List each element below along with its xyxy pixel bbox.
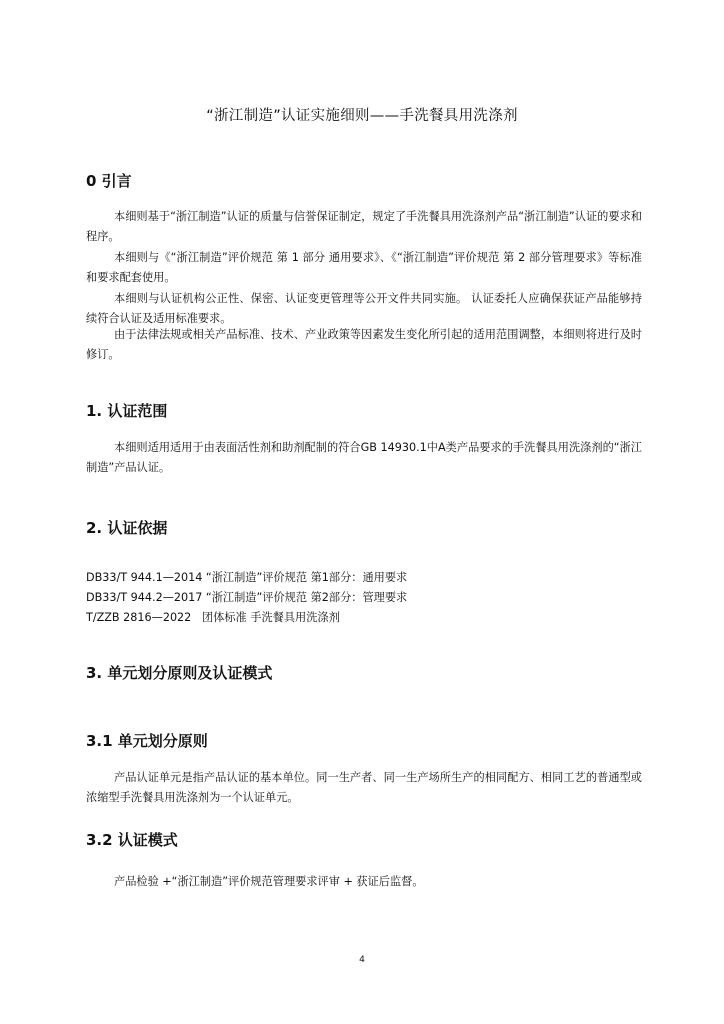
certification-mode-paragraph: 产品检验 +“浙江制造”评价规范管理要求评审 + 获证后监督。 — [114, 875, 424, 888]
section-1-heading: 1. 认证范围 — [86, 402, 168, 420]
intro-paragraph-1: 本细则基于“浙江制造”认证的质量与信誉保证制定，规定了手洗餐具用洗涤剂产品“浙江制造”认证的要求和程序。 — [86, 210, 642, 244]
section-3-heading: 3. 单元划分原则及认证模式 — [86, 664, 273, 682]
scope-paragraph: 本细则适用适用于由表面活性剂和助剂配制的符合GB 14930.1中A类产品要求的手洗餐具用洗涤剂的“浙江制造”产品认证。 — [86, 441, 642, 475]
section-3-1-heading: 3.1 单元划分原则 — [86, 732, 208, 750]
intro-paragraph-3: 本细则与认证机构公正性、保密、认证变更管理等公开文件共同实施。 认证委托人应确保获证产品能够持续符合认证及适用标准要求。 — [86, 292, 642, 326]
reference-item-2: DB33/T 944.2—2017 “浙江制造”评价规范 第2部分：管理要求 — [86, 591, 408, 604]
section-2-heading: 2. 认证依据 — [86, 519, 168, 537]
reference-item-1: DB33/T 944.1—2014 “浙江制造”评价规范 第1部分：通用要求 — [86, 571, 408, 584]
unit-division-paragraph: 产品认证单元是指产品认证的基本单位。同一生产者、同一生产场所生产的相同配方、相同工艺的普通型或浓缩型手洗餐具用洗涤剂为一个认证单元。 — [86, 771, 642, 805]
section-0-heading: 0 引言 — [86, 172, 132, 190]
page-number: 4 — [359, 955, 365, 965]
reference-item-3: T/ZZB 2816—2022 团体标准 手洗餐具用洗涤剂 — [86, 611, 340, 624]
intro-paragraph-2: 本细则与《“浙江制造”评价规范 第 1 部分 通用要求》、《“浙江制造”评价规范 第 2 部分管理要求》等标准和要求配套使用。 — [86, 251, 642, 285]
document-title: “浙江制造”认证实施细则——手洗餐具用洗涤剂 — [206, 108, 518, 124]
section-3-2-heading: 3.2 认证模式 — [86, 831, 178, 849]
intro-paragraph-4: 由于法律法规或相关产品标准、技术、产业政策等因素发生变化所引起的适用范围调整，本细则将进行及时修订。 — [86, 328, 642, 362]
